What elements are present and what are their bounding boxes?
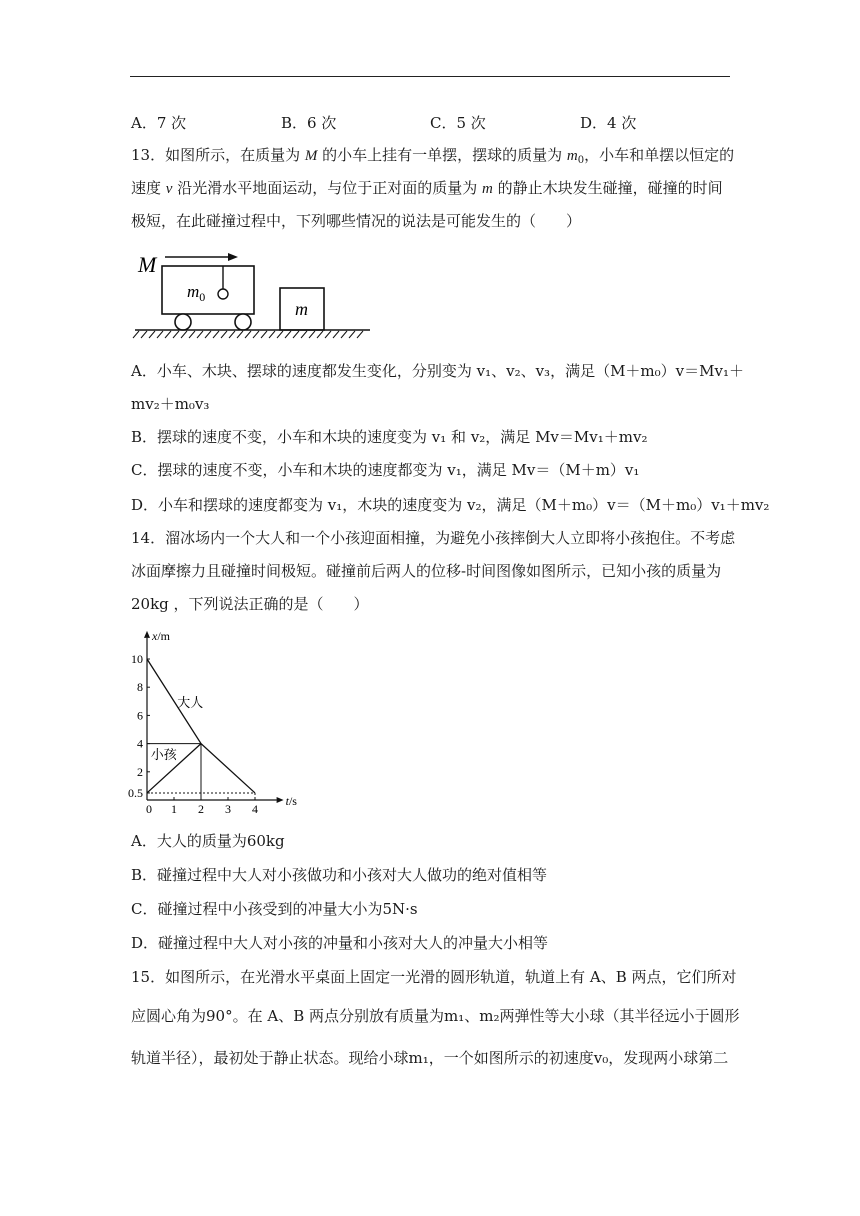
position-time-chart xyxy=(122,628,312,818)
q15-stem-line-1: 15．如图所示，在光滑水平桌面上固定一光滑的圆形轨道，轨道上有 A、B 两点，它们所对 xyxy=(131,968,737,986)
header-rule xyxy=(130,76,730,77)
block-mass-label: m xyxy=(295,299,308,319)
cart-wheel-right xyxy=(235,314,251,330)
x-tick-label: 3 xyxy=(225,802,231,816)
cart-pendulum-figure xyxy=(130,250,375,345)
series-label-child: 小孩 xyxy=(150,747,177,763)
y-tick-label: 0.5 xyxy=(128,785,143,800)
cart-wheel-left xyxy=(175,314,191,330)
ball-mass-label: $m_0$ xyxy=(187,282,206,304)
y-tick-label: 6 xyxy=(137,708,143,723)
q14-option-a: A．大人的质量为60kg xyxy=(131,832,285,850)
q13-option-a-line-1: A．小车、木块、摆球的速度都发生变化，分别变为 v₁、v₂、v₃，满足（M＋m₀）v＝Mv₁＋ xyxy=(131,362,744,380)
q12-option-b: B．6 次 xyxy=(281,114,337,132)
q13-option-b: B．摆球的速度不变，小车和木块的速度变为 v₁ 和 v₂，满足 Mv＝Mv₁＋mv₂ xyxy=(131,428,648,446)
q14-option-c: C．碰撞过程中小孩受到的冲量大小为5N·s xyxy=(131,900,418,918)
q14-stem-line-3: 20kg ，下列说法正确的是（ ） xyxy=(131,595,369,613)
y-tick-label: 4 xyxy=(137,736,143,751)
y-tick-label: 8 xyxy=(137,680,143,695)
q14-option-b: B．碰撞过程中大人对小孩做功和小孩对大人做功的绝对值相等 xyxy=(131,866,548,884)
series-label-adult: 大人 xyxy=(177,694,204,710)
x-axis-label: t/s xyxy=(285,794,297,808)
x-tick-label: 0 xyxy=(146,802,152,816)
y-tick-label: 10 xyxy=(131,652,143,666)
q13-stem-line-2: 速度 v 沿光滑水平地面运动，与位于正对面的质量为 m 的静止木块发生碰撞，碰撞的时间 xyxy=(131,179,723,197)
q13-stem-line-3: 极短，在此碰撞过程中，下列哪些情况的说法是可能发生的（ ） xyxy=(131,212,582,230)
q13-stem-line-1: 13．如图所示，在质量为 M 的小车上挂有一单摆，摆球的质量为 $m_0$，小车和单摆以恒定的 xyxy=(131,146,735,166)
q14-option-d: D．碰撞过程中大人对小孩的冲量和小孩对大人的冲量大小相等 xyxy=(131,934,549,952)
q13-option-d: D．小车和摆球的速度都变为 v₁，木块的速度变为 v₂，满足（M＋m₀）v＝（M＋m₀）v₁＋mv₂ xyxy=(131,496,770,514)
cart-mass-label: M xyxy=(138,252,157,277)
q14-stem-line-2: 冰面摩擦力且碰撞时间极短。碰撞前后两人的位移-时间图像如图所示，已知小孩的质量为 xyxy=(131,562,722,580)
y-axis-label: x/m xyxy=(152,628,170,643)
x-axis-arrow-icon xyxy=(277,797,284,803)
x-tick-label: 1 xyxy=(171,802,177,816)
q12-option-a: A．7 次 xyxy=(131,114,187,132)
cart-body xyxy=(162,266,254,314)
y-axis-arrow-icon xyxy=(144,631,150,638)
pendulum-ball xyxy=(218,289,228,299)
q15-stem-line-3: 轨道半径），最初处于静止状态。现给小球m₁，一个如图所示的初速度v₀，发现两小球第二 xyxy=(131,1049,729,1067)
ground-hatching xyxy=(133,331,363,338)
y-tick-label: 2 xyxy=(137,764,143,779)
x-tick-label: 2 xyxy=(198,802,204,816)
q13-option-a-line-2: mv₂＋m₀v₃ xyxy=(131,395,210,413)
q15-stem-line-2: 应圆心角为90°。在 A、B 两点分别放有质量为m₁、m₂两弹性等大小球（其半径远小于圆形 xyxy=(131,1007,740,1025)
velocity-arrow-icon xyxy=(228,253,238,261)
x-tick-label: 4 xyxy=(252,802,258,816)
q12-option-d: D．4 次 xyxy=(580,114,637,132)
q13-option-c: C．摆球的速度不变，小车和木块的速度都变为 v₁，满足 Mv＝（M＋m）v₁ xyxy=(131,461,640,479)
q14-stem-line-1: 14．溜冰场内一个大人和一个小孩迎面相撞，为避免小孩摔倒大人立即将小孩抱住。不考虑 xyxy=(131,529,736,547)
q12-option-c: C．5 次 xyxy=(430,114,486,132)
